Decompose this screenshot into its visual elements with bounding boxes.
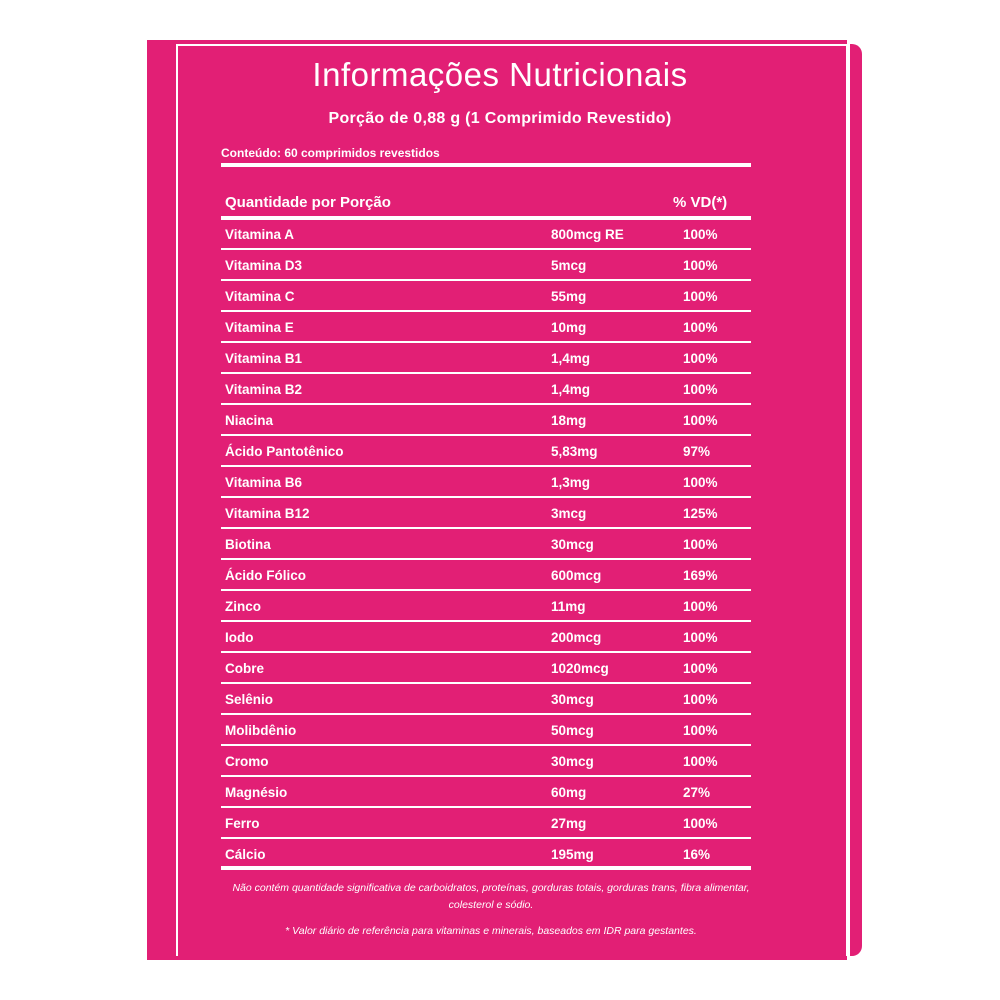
nutrient-name: Cromo	[225, 754, 269, 769]
table-row	[221, 715, 751, 746]
table-row	[221, 653, 751, 684]
nutrient-vd: 27%	[683, 785, 711, 800]
nutrient-amount: 18mg	[551, 413, 587, 428]
nutrient-vd: 100%	[683, 351, 718, 366]
nutrient-vd: 100%	[683, 382, 718, 397]
nutrient-amount: 1,3mg	[551, 475, 591, 490]
nutrient-name: Selênio	[225, 692, 274, 707]
nutrient-amount: 1020mcg	[551, 661, 609, 676]
table-row	[221, 591, 751, 622]
nutrient-amount: 27mg	[551, 816, 587, 831]
nutrient-amount: 5mcg	[551, 258, 587, 273]
table-row	[221, 250, 751, 281]
nutrient-vd: 100%	[683, 289, 718, 304]
table-row	[221, 343, 751, 374]
footnote-not-significant: Não contém quantidade significativa de carboidratos, proteínas, gorduras totais, gorduras trans, fibra alimentar, colesterol e sódio.	[232, 882, 750, 911]
nutrient-amount: 50mcg	[551, 723, 594, 738]
nutrient-name: Cálcio	[225, 847, 266, 862]
nutrient-amount: 11mg	[551, 599, 586, 614]
nutrient-amount: 1,4mg	[551, 382, 591, 397]
table-row	[221, 529, 751, 560]
table-row	[221, 405, 751, 436]
nutrient-vd: 16%	[683, 847, 711, 862]
nutrient-name: Vitamina B2	[225, 382, 303, 397]
nutrient-amount: 3mcg	[551, 506, 587, 521]
table-header	[221, 192, 751, 214]
table-row	[221, 374, 751, 405]
nutrient-name: Vitamina A	[225, 227, 295, 242]
header-vd: % VD(*)	[673, 194, 728, 211]
nutrient-vd: 100%	[683, 661, 718, 676]
nutrient-vd: 100%	[683, 816, 718, 831]
nutrient-vd: 100%	[683, 227, 718, 242]
nutrient-name: Cobre	[225, 661, 265, 676]
nutrient-name: Vitamina E	[225, 320, 294, 335]
nutrient-vd: 100%	[683, 754, 718, 769]
nutrient-vd: 125%	[683, 506, 718, 521]
package-content: Conteúdo: 60 comprimidos revestidos	[221, 146, 440, 160]
portion-size: Porção de 0,88 g (1 Comprimido Revestido)	[328, 110, 672, 127]
nutrient-amount: 30mcg	[551, 754, 594, 769]
nutrient-amount: 800mcg RE	[551, 227, 624, 242]
table-row	[221, 684, 751, 715]
nutrient-vd: 97%	[683, 444, 711, 459]
table-row	[221, 281, 751, 312]
nutrient-amount: 600mcg	[551, 568, 602, 583]
nutrient-name: Vitamina B12	[225, 506, 310, 521]
nutrient-amount: 55mg	[551, 289, 587, 304]
table-row	[221, 622, 751, 653]
nutrient-vd: 169%	[683, 568, 718, 583]
nutrient-amount: 30mcg	[551, 692, 594, 707]
nutrient-vd: 100%	[683, 630, 718, 645]
divider-top	[221, 163, 751, 167]
nutrient-vd: 100%	[683, 723, 718, 738]
nutrient-name: Niacina	[225, 413, 274, 428]
nutrient-amount: 10mg	[551, 320, 587, 335]
nutrient-amount: 5,83mg	[551, 444, 598, 459]
header-quantity: Quantidade por Porção	[225, 194, 391, 211]
nutrient-vd: 100%	[683, 258, 718, 273]
nutrient-amount: 1,4mg	[551, 351, 591, 366]
nutrient-vd: 100%	[683, 413, 718, 428]
table-row	[221, 312, 751, 343]
label-title: Informações Nutricionais	[312, 56, 688, 93]
nutrient-name: Ferro	[225, 816, 260, 831]
nutrient-vd: 100%	[683, 320, 718, 335]
nutrient-name: Vitamina B6	[225, 475, 303, 490]
table-row	[221, 467, 751, 498]
nutrient-vd: 100%	[683, 475, 718, 490]
nutrient-name: Vitamina C	[225, 289, 295, 304]
nutrient-vd: 100%	[683, 692, 718, 707]
table-row	[221, 498, 751, 529]
nutrient-amount: 195mg	[551, 847, 594, 862]
nutrient-vd: 100%	[683, 537, 718, 552]
table-row	[221, 219, 751, 250]
table-row	[221, 560, 751, 591]
nutrient-amount: 200mcg	[551, 630, 602, 645]
footnote-daily-value: * Valor diário de referência para vitaminas e minerais, baseados em IDR para gestantes.	[285, 925, 697, 937]
nutrient-name: Ácido Fólico	[225, 568, 306, 583]
nutrient-name: Vitamina D3	[225, 258, 303, 273]
nutrient-name: Zinco	[225, 599, 261, 614]
nutrient-name: Molibdênio	[225, 723, 297, 738]
nutrient-table	[221, 219, 751, 870]
table-row	[221, 808, 751, 839]
nutrient-name: Magnésio	[225, 785, 288, 800]
table-row	[221, 777, 751, 808]
nutrient-name: Iodo	[225, 630, 254, 645]
nutrient-amount: 30mcg	[551, 537, 594, 552]
package-edge	[850, 44, 862, 956]
table-row	[221, 436, 751, 467]
nutrient-name: Vitamina B1	[225, 351, 303, 366]
nutrient-name: Biotina	[225, 537, 271, 552]
nutrient-name: Ácido Pantotênico	[225, 444, 344, 459]
table-row	[221, 839, 751, 870]
nutrient-vd: 100%	[683, 599, 718, 614]
table-row	[221, 746, 751, 777]
nutrient-amount: 60mg	[551, 785, 587, 800]
